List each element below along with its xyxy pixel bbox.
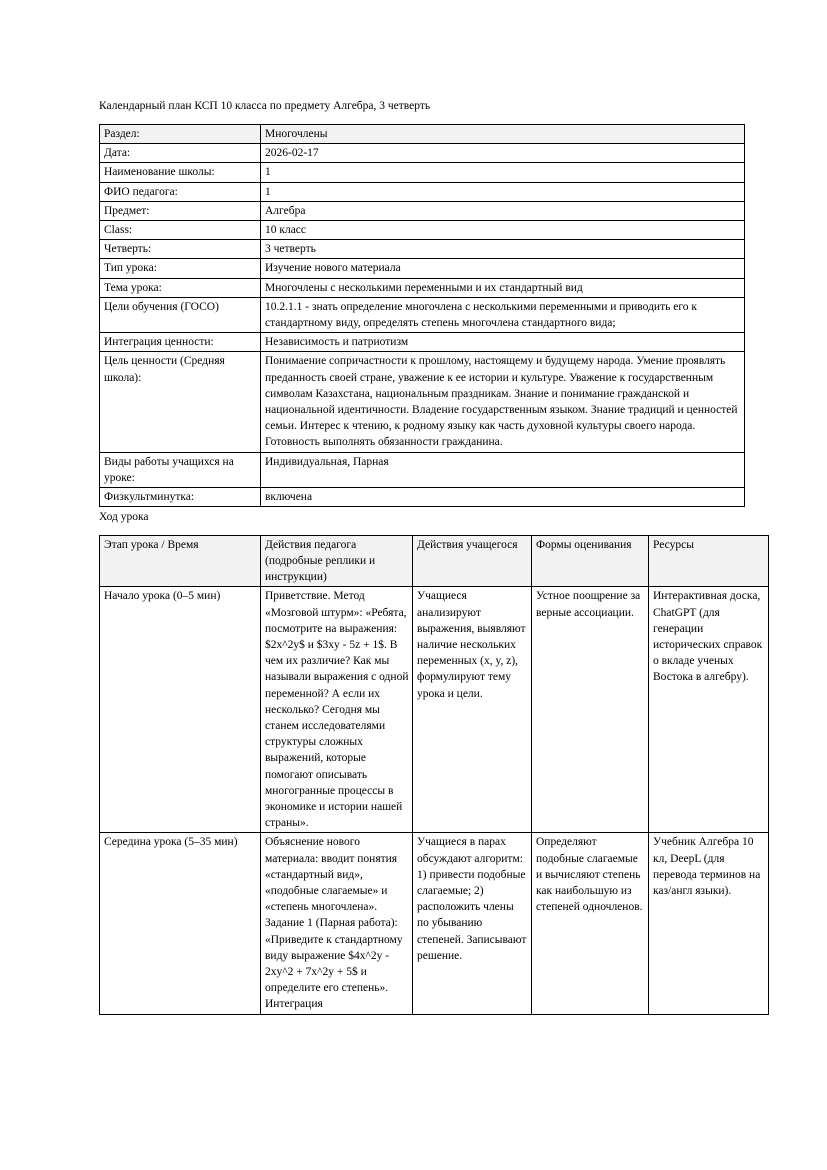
table-row bbox=[100, 182, 745, 201]
table-header-row bbox=[100, 535, 769, 587]
info-value: 2026-02-17 bbox=[261, 144, 745, 163]
info-label: Цель ценности (Средняя школа): bbox=[100, 352, 261, 452]
table-row bbox=[100, 259, 745, 278]
info-value: 10 класс bbox=[261, 221, 745, 240]
page-title: Календарный план КСП 10 класса по предмету Алгебра, 3 четверть bbox=[99, 100, 431, 112]
table-row bbox=[100, 144, 745, 163]
info-value: Изучение нового материала bbox=[261, 259, 745, 278]
table-row bbox=[100, 488, 745, 507]
info-value: Многочлены с несколькими переменными и их стандартный вид bbox=[261, 278, 745, 297]
table-row bbox=[100, 240, 745, 259]
column-header-assessment: Формы оценивания bbox=[532, 535, 649, 587]
info-label: Class: bbox=[100, 221, 261, 240]
page-content bbox=[99, 98, 763, 1015]
info-value: Индивидуальная, Парная bbox=[261, 452, 745, 487]
info-label: Интеграция ценности: bbox=[100, 333, 261, 352]
table-row bbox=[100, 452, 745, 487]
cell-assessment: Устное поощрение за верные ассоциации. bbox=[532, 587, 649, 833]
table-row bbox=[100, 201, 745, 220]
lesson-info-table bbox=[99, 124, 745, 507]
info-value: 1 bbox=[261, 182, 745, 201]
info-value: 1 bbox=[261, 163, 745, 182]
info-value: Понимаение сопричастности к прошлому, настоящему и будущему народа. Умение проявлять преданность своей стране, уважение к ее истории и культуре. Уважение к государственным символам Казахстана, национальным праздникам. Знание и понимание гражданской и национальной идентичности. Владение государственным языком. Знание традиций и ценностей семьи. Интерес к чтению, к родному языку как часть духовной культуры своего народа. Готовность выполнять обязанности гражданина. bbox=[261, 352, 745, 452]
cell-teacher-actions: Объяснение нового материала: вводит понятия «стандартный вид», «подобные слагаемые» и «степень многочлена». Задание 1 (Парная работа): «Приведите к стандартному виду выражение $4x^2y - 2xy^2 + 7x^2y + 5$ и определите его степень». Интеграция bbox=[261, 833, 413, 1014]
cell-resources: Интерактивная доска, ChatGPT (для генерации исторических справок о вкладе ученых Востока в алгебру). bbox=[649, 587, 769, 833]
table-row bbox=[100, 352, 745, 452]
table-row bbox=[100, 297, 745, 332]
info-label: Четверть: bbox=[100, 240, 261, 259]
info-value: 3 четверть bbox=[261, 240, 745, 259]
info-label: Тип урока: bbox=[100, 259, 261, 278]
info-label: Предмет: bbox=[100, 201, 261, 220]
cell-student-actions: Учащиеся в парах обсуждают алгоритм: 1) привести подобные слагаемые; 2) расположить члены по убыванию степеней. Записывают решение. bbox=[413, 833, 532, 1014]
info-value: Алгебра bbox=[261, 201, 745, 220]
column-header-teacher-actions: Действия педагога (подробные реплики и инструкции) bbox=[261, 535, 413, 587]
info-label: Дата: bbox=[100, 144, 261, 163]
column-header-stage: Этап урока / Время bbox=[100, 535, 261, 587]
info-label: Цели обучения (ГОСО) bbox=[100, 297, 261, 332]
cell-teacher-actions: Приветствие. Метод «Мозговой штурм»: «Ребята, посмотрите на выражения: $2x^2y$ и $3xy - 5z + 1$. В чем их различие? Как мы называли выражения с одной переменной? А если их несколько? Сегодня мы станем исследователями структуры сложных выражений, которые помогают описывать многогранные процессы в экономике и истории нашей страны». bbox=[261, 587, 413, 833]
table-row bbox=[100, 278, 745, 297]
lesson-flow-table bbox=[99, 535, 769, 1015]
info-label: Физкультминутка: bbox=[100, 488, 261, 507]
info-value: Многочлены bbox=[261, 125, 745, 144]
info-label: Раздел: bbox=[100, 125, 261, 144]
table-row bbox=[100, 833, 769, 1014]
info-label: Наименование школы: bbox=[100, 163, 261, 182]
cell-resources: Учебник Алгебра 10 кл, DeepL (для перевода терминов на каз/англ языки). bbox=[649, 833, 769, 1014]
cell-stage: Начало урока (0–5 мин) bbox=[100, 587, 261, 833]
info-value: 10.2.1.1 - знать определение многочлена с несколькими переменными и приводить его к стандартному виду, определять степень многочлена стандартного вида; bbox=[261, 297, 745, 332]
column-header-resources: Ресурсы bbox=[649, 535, 769, 587]
cell-assessment: Определяют подобные слагаемые и вычисляют степень как наибольшую из степеней одночленов. bbox=[532, 833, 649, 1014]
cell-stage: Середина урока (5–35 мин) bbox=[100, 833, 261, 1014]
info-label: Виды работы учащихся на уроке: bbox=[100, 452, 261, 487]
info-label: ФИО педагога: bbox=[100, 182, 261, 201]
info-value: Независимость и патриотизм bbox=[261, 333, 745, 352]
column-header-student-actions: Действия учащегося bbox=[413, 535, 532, 587]
info-label: Тема урока: bbox=[100, 278, 261, 297]
cell-student-actions: Учащиеся анализируют выражения, выявляют наличие нескольких переменных (x, y, z), формулируют тему урока и цели. bbox=[413, 587, 532, 833]
table-row bbox=[100, 587, 769, 833]
table-row bbox=[100, 125, 745, 144]
info-value: включена bbox=[261, 488, 745, 507]
table-row bbox=[100, 221, 745, 240]
table-row bbox=[100, 333, 745, 352]
lesson-flow-label: Ход урока bbox=[99, 511, 149, 524]
table-row bbox=[100, 163, 745, 182]
